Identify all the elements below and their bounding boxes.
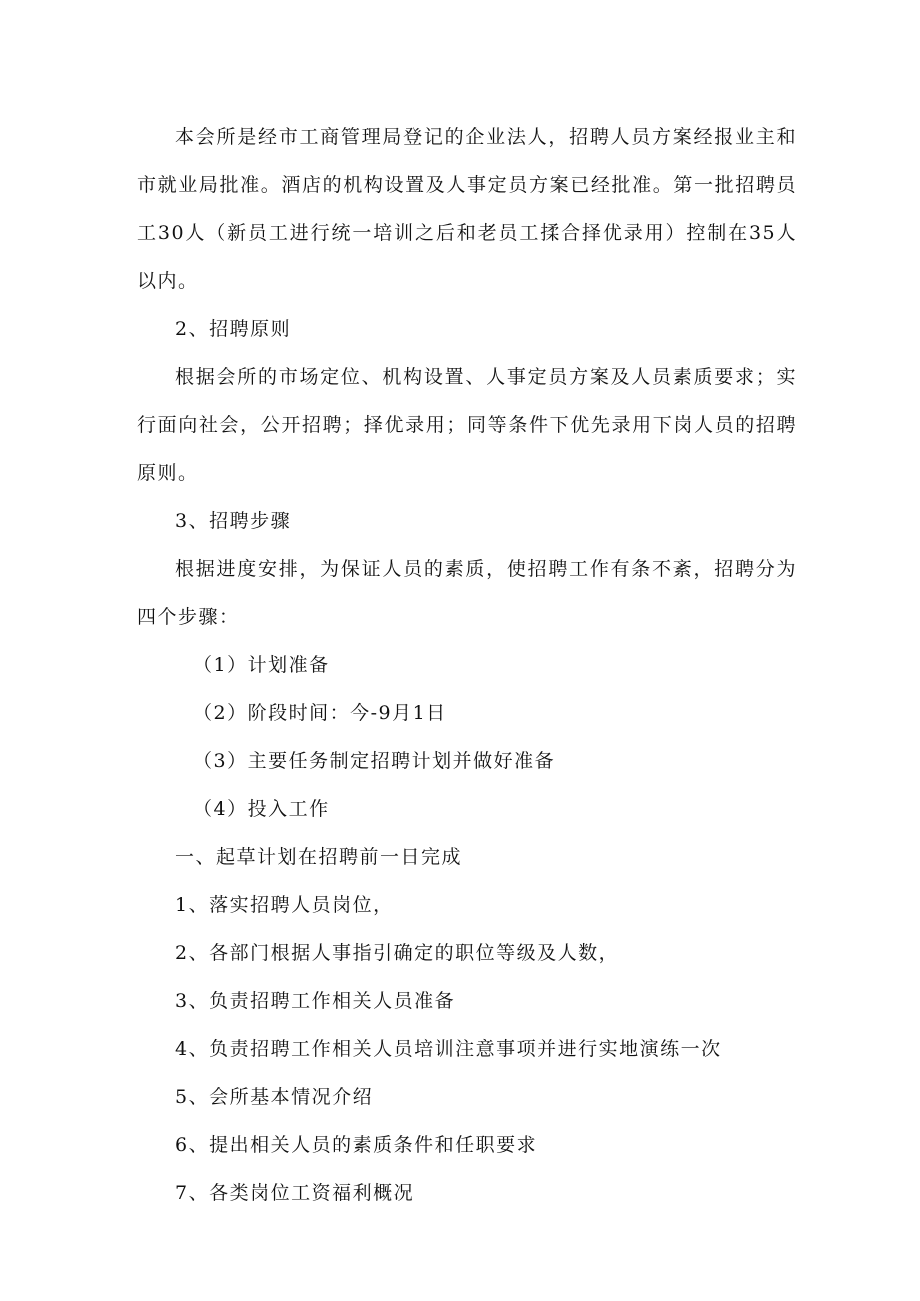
- intro-paragraph: 本会所是经市工商管理局登记的企业法人，招聘人员方案经报业主和市就业局批准。酒店的机构设置及人事定员方案已经批准。第一批招聘员工30人（新员工进行统一培训之后和老员工揉合择优录用）控制在35人以内。: [137, 126, 797, 292]
- step-item: （4）投入工作: [193, 798, 330, 820]
- section-heading-recruitment-principles: 2、招聘原则: [175, 318, 292, 340]
- principles-paragraph: 根据会所的市场定位、机构设置、人事定员方案及人员素质要求；实行面向社会，公开招聘；择优录用；同等条件下优先录用下岗人员的招聘原则。: [137, 366, 797, 484]
- list-item: 1、落实招聘人员岗位，: [175, 894, 394, 916]
- list-item: 6、提出相关人员的素质条件和任职要求: [175, 1134, 538, 1156]
- steps-paragraph: 根据进度安排，为保证人员的素质，使招聘工作有条不紊，招聘分为四个步骤：: [137, 558, 797, 628]
- list-item: 4、负责招聘工作相关人员培训注意事项并进行实地演练一次: [175, 1038, 722, 1060]
- step-item: （2）阶段时间：今-9月1日: [193, 702, 447, 724]
- step-item: （1）计划准备: [193, 654, 330, 676]
- section-heading-recruitment-steps: 3、招聘步骤: [175, 510, 292, 532]
- part-heading-draft-plan: 一、起草计划在招聘前一日完成: [175, 846, 463, 868]
- list-item: 2、各部门根据人事指引确定的职位等级及人数，: [175, 942, 620, 964]
- list-item: 7、各类岗位工资福利概况: [175, 1182, 415, 1204]
- step-item: （3）主要任务制定招聘计划并做好准备: [193, 750, 556, 772]
- document-body: [137, 113, 797, 1217]
- list-item: 5、会所基本情况介绍: [175, 1086, 374, 1108]
- list-item: 3、负责招聘工作相关人员准备: [175, 990, 456, 1012]
